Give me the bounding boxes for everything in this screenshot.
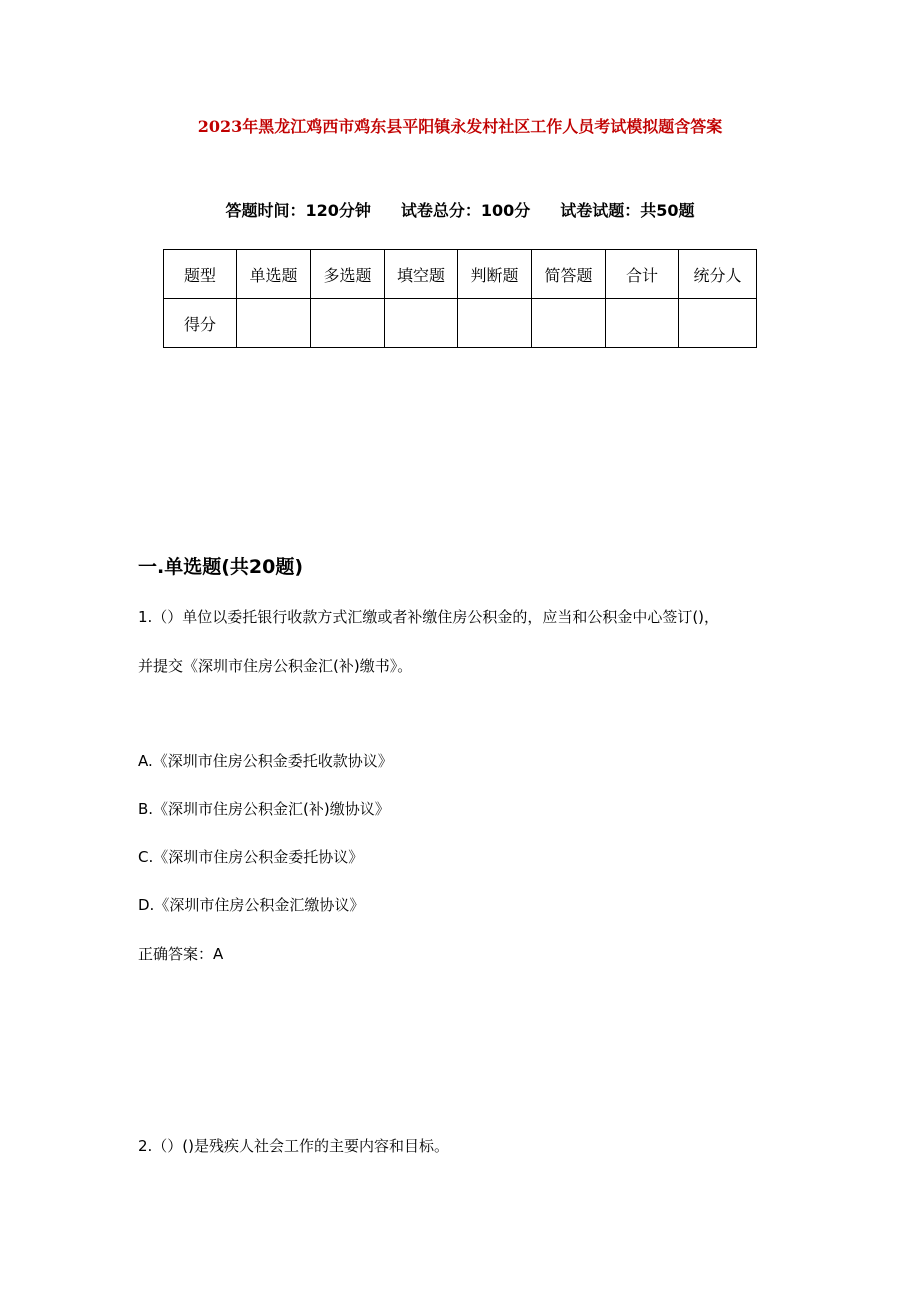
question-1-text-continued: 并提交《深圳市住房公积金汇(补)缴书》。: [138, 657, 413, 675]
exam-time: 答题时间：120分钟: [225, 201, 371, 220]
header-cell-single-choice: 单选题: [237, 250, 311, 299]
question-1-option-d: D.《深圳市住房公积金汇缴协议》: [138, 896, 365, 914]
score-cell: [532, 299, 606, 348]
exam-question-count: 试卷试题：共50题: [560, 201, 695, 220]
question-2-text: 2.（）()是残疾人社会工作的主要内容和目标。: [138, 1137, 450, 1155]
score-cell: [606, 299, 679, 348]
score-table-header-row: [164, 250, 757, 299]
score-cell: [458, 299, 532, 348]
question-1-answer: 正确答案：A: [138, 945, 224, 963]
score-table-score-row: [164, 299, 757, 348]
row-label-score: 得分: [164, 299, 237, 348]
score-cell: [311, 299, 385, 348]
header-cell-short-answer: 简答题: [532, 250, 606, 299]
header-cell-scorer: 统分人: [679, 250, 757, 299]
exam-meta: [0, 198, 920, 221]
exam-total-score: 试卷总分：100分: [400, 201, 531, 220]
header-cell-type: 题型: [164, 250, 237, 299]
score-cell: [385, 299, 458, 348]
header-cell-true-false: 判断题: [458, 250, 532, 299]
score-cell: [237, 299, 311, 348]
score-table: [163, 249, 757, 348]
question-1-option-a: A.《深圳市住房公积金委托收款协议》: [138, 752, 393, 770]
score-cell: [679, 299, 757, 348]
section-heading: 一.单选题(共20题): [138, 556, 304, 578]
question-1-text: 1.（）单位以委托银行收款方式汇缴或者补缴住房公积金的，应当和公积金中心签订()，: [138, 608, 720, 626]
header-cell-multi-choice: 多选题: [311, 250, 385, 299]
document-title: 2023年黑龙江鸡西市鸡东县平阳镇永发村社区工作人员考试模拟题含答案: [197, 117, 723, 136]
question-1-option-c: C.《深圳市住房公积金委托协议》: [138, 848, 364, 866]
header-cell-total: 合计: [606, 250, 679, 299]
question-1-option-b: B.《深圳市住房公积金汇(补)缴协议》: [138, 800, 390, 818]
header-cell-fill-blank: 填空题: [385, 250, 458, 299]
